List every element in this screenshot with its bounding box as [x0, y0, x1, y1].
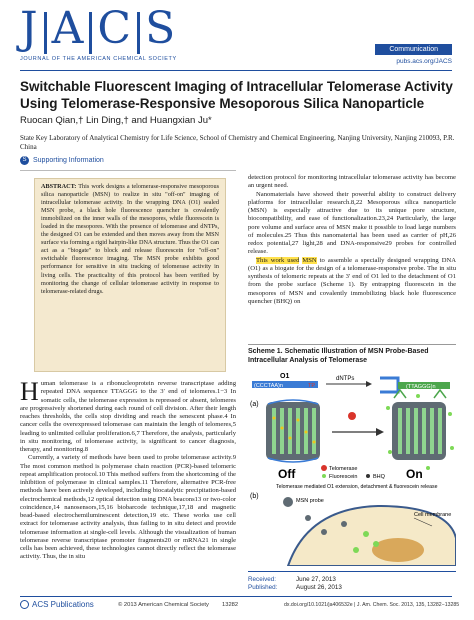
- header-divider: [20, 70, 452, 71]
- hairpin-strand: [380, 378, 398, 392]
- tp-label: TP: [308, 383, 316, 389]
- acs-logo-icon: [20, 600, 29, 609]
- scheme-illustration: [248, 368, 456, 566]
- panel-b-label: (b): [250, 493, 259, 500]
- fluorescein-legend-icon: [322, 474, 326, 478]
- dates-divider: [248, 571, 456, 572]
- journal-url[interactable]: pubs.acs.org/JACS: [396, 58, 452, 65]
- msn-probe-icon: [283, 497, 293, 507]
- scheme-top-row: [252, 373, 450, 392]
- logo-divider: [89, 12, 92, 54]
- highlighted-text: This work used: [256, 256, 300, 264]
- body-right-column: [248, 174, 456, 306]
- this-work-paragraph: [248, 257, 456, 307]
- cell-panel: [283, 497, 456, 566]
- telomerase-icon: [348, 412, 356, 420]
- panel-a-label: (a): [250, 401, 259, 408]
- abstract-box: [34, 178, 226, 372]
- paragraph-text: to assemble a specially designed wrapping DNA (O1) as a biogate for the design of a telomerase-responsive probe. The in situ synthesis of telomeric repeats at the 3′ end of O1 led to the detachment of O1 from the probe surface (Scheme 1). By entrapping fluorescein in the mesopores of MSN and covalently immobilizing black hole fluorescence quencher (BHQ) on: [248, 256, 456, 305]
- product-sequence: (TTAGGG)n: [406, 384, 436, 390]
- off-particle: [266, 400, 320, 462]
- received-label: Received:: [248, 576, 277, 583]
- received-date: June 27, 2013: [296, 576, 336, 583]
- page-number: 13282: [222, 602, 239, 608]
- paragraph-continuation: detection protocol for monitoring intracellular telomerase activity has become an urgent need.: [248, 174, 456, 190]
- journal-logo: [20, 3, 210, 68]
- logo-letter-c: C: [97, 3, 133, 54]
- off-label: Off: [278, 467, 296, 481]
- supporting-info-label: Supporting Information: [33, 157, 104, 164]
- article-dates: [248, 576, 456, 592]
- fluorescein-legend: Fluorescein: [329, 474, 358, 480]
- nanomaterials-paragraph: Nanomaterials have showed their powerful ability to construct delivery platforms for intracellular research.8,22 Mesoporous silica nanoparticle (MSN) is especially attractive due to its unique pore structure, biocompatibility, and ease of functionalization.23,24 Particularly, the large pore volume and surface area of MSN make it possible to load large numbers of molecules.25 Thus this nanomaterial has been used as carrier of pH,26 redox potential,27 light,28 and DNA-responsive29 probes for controlled release.: [248, 190, 456, 256]
- o1-sequence: (CCCTAA)n: [254, 383, 283, 389]
- o1-label: O1: [280, 373, 290, 380]
- doi-citation[interactable]: dx.doi.org/10.1021/ja406532e | J. Am. Chem. Soc. 2013, 135, 13282−13285: [284, 602, 460, 608]
- affiliation-divider: [20, 170, 236, 171]
- bhq-legend: BHQ: [373, 474, 385, 480]
- journal-subtitle: JOURNAL OF THE AMERICAN CHEMICAL SOCIETY: [20, 56, 177, 62]
- published-label: Published:: [248, 584, 278, 591]
- affiliation: State Key Laboratory of Analytical Chemistry for Life Science, School of Chemistry and Chemical Engineering, Nanjing University, Nanjing 210093, P.R. China: [20, 134, 455, 151]
- arrow-head: [366, 381, 372, 387]
- dntps-label: dNTPs: [336, 376, 355, 382]
- paragraph-text: uman telomerase is a ribonucleoprotein reverse transcriptase adding repeated DNA sequence TTAGGG to the 3′ end of telomeres.1−3 In somatic cells, the telomerase expression is repressed or absent, telomeres are progressively shortened during each round of cell division. After their length reaches thresholds, the cells stop dividing and reach the senescent phase.4 In cancer cells the overexpressed telomerase can maintain the length of telomeres,5 leading to unlimited cellular proliferation.6,7 Therefore, the analysis, particularly in situ monitoring, of telomerase activity, is significant to cancer diagnosis, therapy, and monitoring.8: [20, 380, 236, 453]
- scheme-title: Scheme 1. Schematic Illustration of MSN Probe-Based Intracellular Analysis of Telomerase: [248, 348, 429, 364]
- acs-publications-logo[interactable]: [20, 600, 94, 609]
- logo-letter-a: A: [51, 3, 85, 54]
- logo-letter-j: J: [20, 3, 39, 54]
- telomerase-legend: Telomerase: [329, 466, 358, 472]
- mediated-caption: Telomerase mediated O1 extension, detachment & fluorescein release: [276, 484, 438, 490]
- abstract-text: This work designs a telomerase-responsive mesoporous silica nanoparticle (MSN) to realize in situ "off-on" imaging of intracellular telomerase activity. In the wrapping DNA (O1) sealed MSN probe, a black hole fluorescence quencher is covalently immobilized on the inner walls of the mesopores, while fluorescein is loaded in the mesopores. With the presence of telomerase and dNTPs, the designed O1 can be extended and then moves away from the MSN surface via forming a rigid hairpin-like DNA structure. Thus the O1 can act as a "biogate" to block and release fluorescein for "off-on" switchable fluorescence imaging. The MSN probe exhibits good performance for sensitive in situ tracking of telomerase activity in living cells. The practicality of this protocol has been verified by monitoring the change of cellular telomerase activity in response to telomerase-related drugs.: [41, 183, 219, 295]
- logo-letter-s: S: [145, 3, 177, 54]
- author-list: Ruocan Qian,† Lin Ding,† and Huangxian Ju*: [20, 115, 212, 126]
- on-label: On: [406, 467, 423, 481]
- cell-membrane-label: Cell membrane: [414, 512, 452, 518]
- bhq-legend-icon: [366, 474, 370, 478]
- drop-cap: H: [20, 377, 39, 406]
- footer-divider: [20, 596, 452, 597]
- methods-paragraph: Currently, a variety of methods have been used to probe telomerase activity.9 The most common method is polymerase chain reaction (PCR)-based telomeric repeat amplification protocol.10 This method suffers from the shortcoming of the inhibition of polymerase in clinical samples.11 Therefore, alternative PCR-free methods have been actively developed, including biocatalytic precipitation-based electrochemical methods,12 optical detection using DNA beacons13 or two-color coincidence,14 nanosensors,15,16 biobarcode technique,17,18 and magnetic bead-based electrochemiluminescent detection,19 etc. These works use cell extract for telomerase activity analysis, thus failing to in situ detect and provide telomerase information at single-cell levels. Although the visualization of human telomerase reverse transcriptase promoter fragments20 or mRNA21 in single cells has been achieved, these technologies cannot directly reflect the telomerase activity. Thus, the in situ: [20, 454, 236, 561]
- publisher-name: ACS Publications: [32, 600, 94, 609]
- published-date: August 26, 2013: [296, 584, 342, 591]
- abstract-label: ABSTRACT:: [41, 183, 77, 190]
- body-left-column: [20, 377, 236, 562]
- logo-divider: [44, 12, 47, 54]
- info-icon: S: [20, 156, 29, 165]
- supporting-info-link[interactable]: [20, 156, 104, 165]
- scheme-legend: [321, 465, 386, 480]
- telomerase-legend-icon: [321, 465, 327, 471]
- article-title: Switchable Fluorescent Imaging of Intracellular Telomerase Activity Using Telomerase-Responsive Mesoporous Silica Nanoparticle: [20, 79, 453, 111]
- logo-divider: [137, 12, 140, 54]
- on-particle: [386, 390, 454, 470]
- state-arrow: [332, 412, 384, 436]
- intro-paragraph: [20, 377, 236, 454]
- highlighted-text: MSN: [302, 256, 317, 264]
- article-type-badge: Communication: [375, 44, 452, 55]
- nucleus: [372, 538, 424, 562]
- copyright: © 2013 American Chemical Society: [118, 602, 209, 608]
- msn-probe-label: MSN probe: [296, 498, 324, 504]
- scheme-divider: [248, 344, 456, 345]
